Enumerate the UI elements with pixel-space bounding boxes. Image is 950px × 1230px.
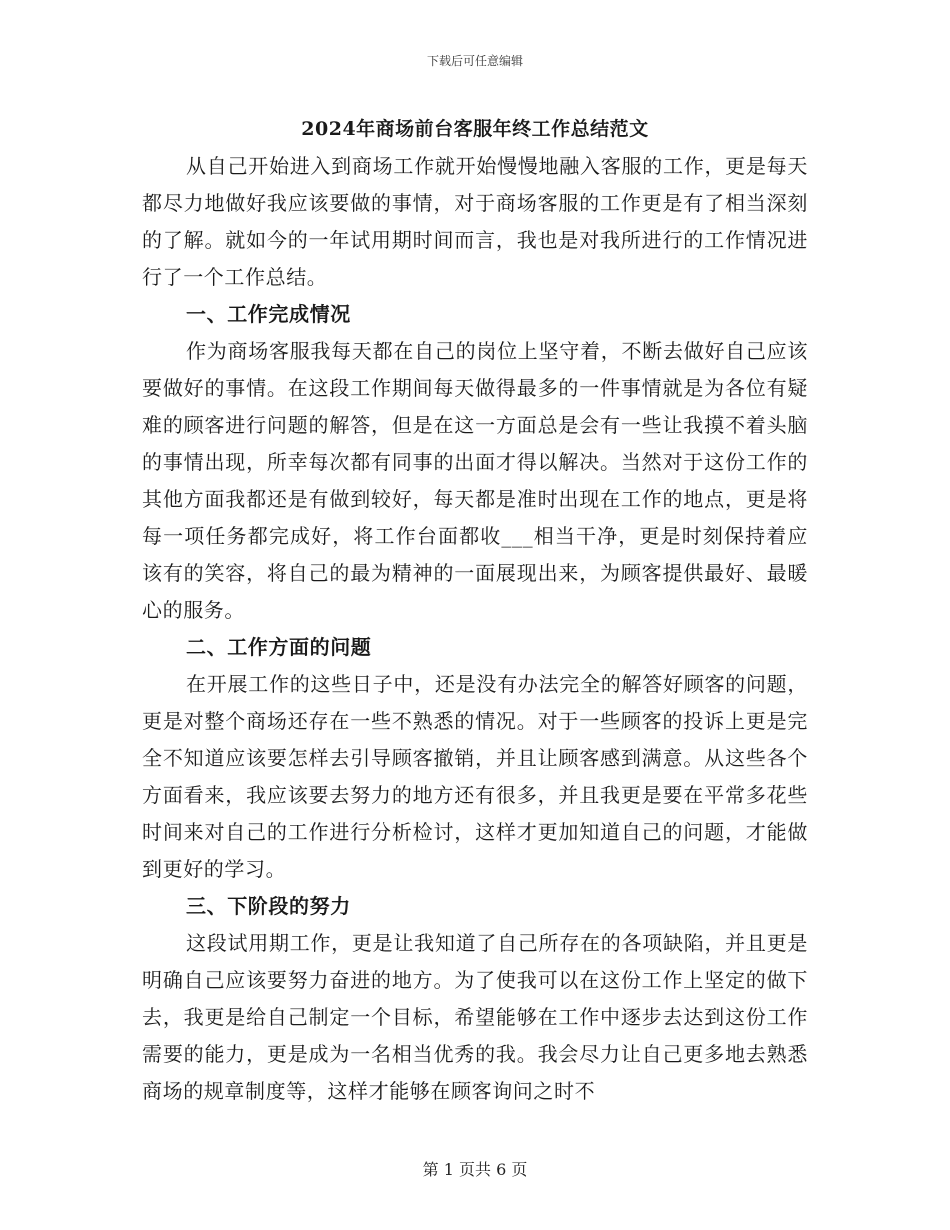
intro-paragraph: 从自己开始进入到商场工作就开始慢慢地融入客服的工作，更是每天都尽力地做好我应该要做的事情，对于商场客服的工作更是有了相当深刻的了解。就如今的一年试用期时间而言，我也是对我所进行的工作情况进行了一个工作总结。 [142, 154, 808, 289]
section-body-2: 在开展工作的这些日子中，还是没有办法完全的解答好顾客的问题，更是对整个商场还存在一些不熟悉的情况。对于一些顾客的投诉上更是完全不知道应该要怎样去引导顾客撤销，并且让顾客感到满意。从这些各个方面看来，我应该要去努力的地方还有很多，并且我更是要在平常多花些时间来对自己的工作进行分析检讨，这样才更加知道自己的问题，才能做到更好的学习。 [142, 672, 808, 881]
section-heading-3: 三、下阶段的努力 [186, 894, 351, 918]
section-body-1: 作为商场客服我每天都在自己的岗位上坚守着，不断去做好自己应该要做好的事情。在这段工作期间每天做得最多的一件事情就是为各位有疑难的顾客进行问题的解答，但是在这一方面总是会有一些让我摸不着头脑的事情出现，所幸每次都有同事的出面才得以解决。当然对于这份工作的其他方面我都还是有做到较好，每天都是准时出现在工作的地点，更是将每一项任务都完成好，将工作台面都收___相当干净，更是时刻保持着应该有的笑容，将自己的最为精神的一面展现出来，为顾客提供最好、最暖心的服务。 [142, 339, 808, 622]
document-title: 2024年商场前台客服年终工作总结范文 [301, 118, 649, 140]
document-body [142, 110, 808, 1110]
page-number: 第 1 页共 6 页 [422, 1160, 528, 1179]
section-heading-2: 二、工作方面的问题 [186, 635, 372, 659]
page-header-note: 下载后可任意编辑 [426, 54, 523, 68]
section-heading-1: 一、工作完成情况 [186, 302, 351, 326]
section-body-3: 这段试用期工作，更是让我知道了自己所存在的各项缺陷，并且更是明确自己应该要努力奋进的地方。为了使我可以在这份工作上坚定的做下去，我更是给自己制定一个目标，希望能够在工作中逐步去达到这份工作需要的能力，更是成为一名相当优秀的我。我会尽力让自己更多地去熟悉商场的规章制度等，这样才能够在顾客询问之时不 [142, 931, 808, 1103]
